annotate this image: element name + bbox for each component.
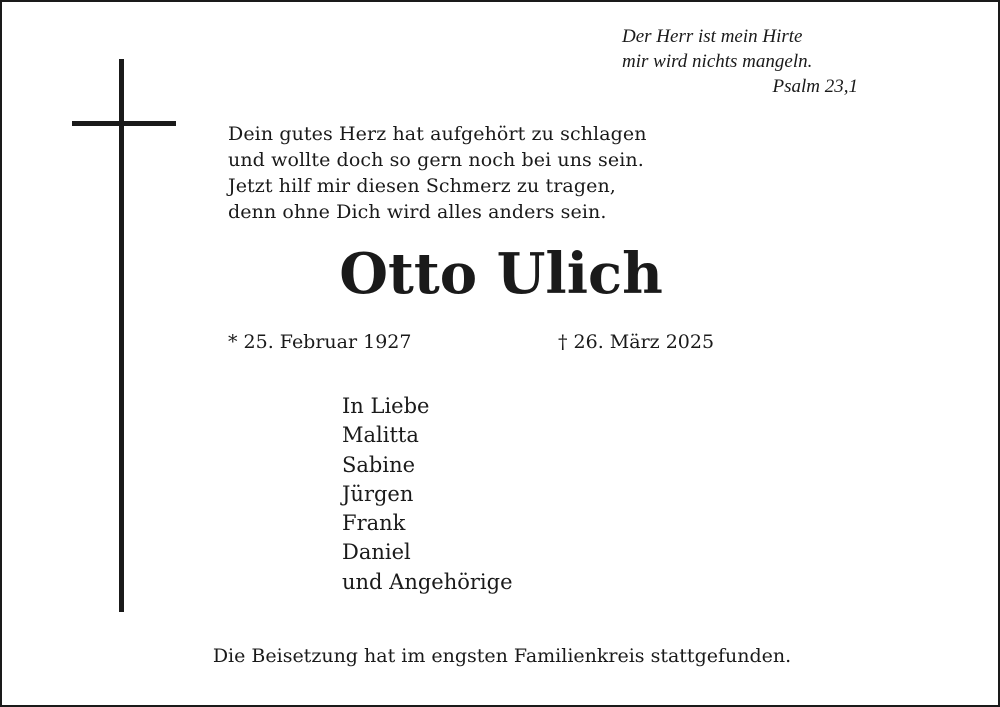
verse-line: und wollte doch so gern noch bei uns sein. [228,149,644,171]
burial-note: Die Beisetzung hat im engsten Familienkreis stattgefunden. [212,645,792,667]
bible-quote-line-2: mir wird nichts mangeln. [622,51,813,72]
deceased-name: Otto Ulich [339,241,663,307]
bible-quote [622,24,858,99]
death-date: † 26. März 2025 [558,331,715,353]
memorial-verse [228,121,647,225]
cross-icon-bar [72,121,176,126]
mourners-outro: und Angehörige [342,569,513,594]
verse-line: Jetzt hilf mir diesen Schmerz zu tragen, [228,175,616,197]
mourners-list [342,392,513,597]
cross-icon [119,59,124,612]
bible-quote-line-1: Der Herr ist mein Hirte [622,26,803,47]
birth-date: * 25. Februar 1927 [228,331,412,353]
mourner-name: Malitta [342,423,419,448]
mourner-name: Daniel [342,540,411,565]
verse-line: denn ohne Dich wird alles anders sein. [228,201,607,223]
mourner-name: Jürgen [342,481,414,506]
mourner-name: Frank [342,511,406,536]
bible-quote-source: Psalm 23,1 [772,76,858,97]
mourner-name: Sabine [342,452,416,477]
mourners-intro: In Liebe [342,394,430,418]
verse-line: Dein gutes Herz hat aufgehört zu schlagen [228,123,647,145]
